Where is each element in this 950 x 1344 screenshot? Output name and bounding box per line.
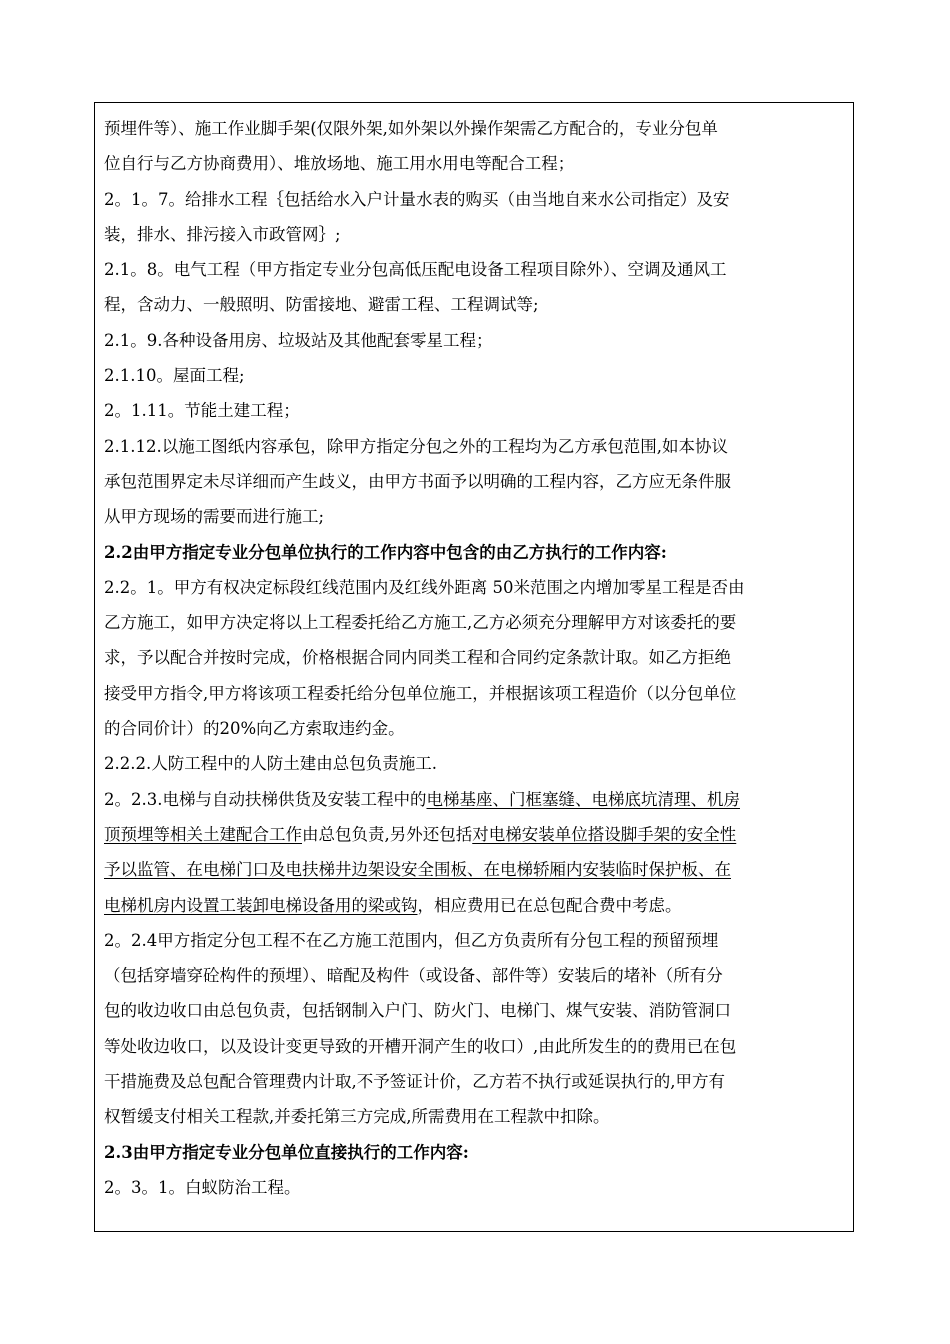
text-line xyxy=(104,358,848,393)
text-run: 承包范围界定未尽详细而产生歧义，由甲方书面予以明确的工程内容，乙方应无条件服 xyxy=(104,471,731,491)
text-run: 包的收边收口由总包负责，包括钢制入户门、防火门、电梯门、煤气安装、消防管洞口 xyxy=(104,1001,731,1021)
text-run: 2.2.2.人防工程中的人防土建由总包负责施工. xyxy=(104,754,437,774)
text-run: 2.1。8。电气工程（甲方指定专业分包高低压配电设备工程项目除外）、空调及通风工 xyxy=(104,260,727,280)
text-line xyxy=(104,182,848,217)
text-line xyxy=(104,393,848,428)
text-run: 2。2.4甲方指定分包工程不在乙方施工范围内，但乙方负责所有分包工程的预留预埋 xyxy=(104,930,719,950)
text-line xyxy=(104,570,848,605)
text-line xyxy=(104,217,848,252)
text-run: 程，含动力、一般照明、防雷接地、避雷工程、工程调试等; xyxy=(104,295,539,315)
text-line xyxy=(104,888,848,923)
text-run: 装，排水、排污接入市政管网｝; xyxy=(104,224,341,244)
text-run: 2。2.3.电梯与自动扶梯供货及安装工程中的 xyxy=(104,789,427,809)
text-run: 2.1.10。屋面工程; xyxy=(104,366,245,386)
section-heading-2-2 xyxy=(104,535,848,570)
underlined-text-run: 电梯机房内设置工装卸电梯设备用的梁或钩 xyxy=(104,895,418,915)
text-line xyxy=(104,1064,848,1099)
text-run: 2.2。1。甲方有权决定标段红线范围内及红线外距离 50米范围之内增加零星工程是否由 xyxy=(104,577,745,597)
text-run: 2.3由甲方指定专业分包单位直接执行的工作内容: xyxy=(104,1142,469,1162)
text-run: 2.1。9.各种设备用房、垃圾站及其他配套零星工程； xyxy=(104,330,493,350)
text-run: 权暂缓支付相关工程款,并委托第三方完成,所需费用在工程款中扣除。 xyxy=(104,1107,610,1127)
text-line xyxy=(104,111,848,146)
text-line xyxy=(104,640,848,675)
text-line xyxy=(104,852,848,887)
text-run: 接受甲方指令,甲方将该项工程委托给分包单位施工，并根据该项工程造价（以分包单位 xyxy=(104,683,737,703)
text-line xyxy=(104,464,848,499)
text-run: 求，予以配合并按时完成，价格根据合同内同类工程和合同约定条款计取。如乙方拒绝 xyxy=(104,648,731,668)
document-body xyxy=(104,111,848,1205)
text-run: 由总包负责,另外还包括 xyxy=(302,824,473,844)
underlined-text-run: 电梯基座、门框塞缝、电梯底坑清理、机房 xyxy=(426,789,740,809)
text-line xyxy=(104,429,848,464)
section-heading-2-3 xyxy=(104,1135,848,1170)
text-run: 2。1。7。给排水工程｛包括给水入户计量水表的购买（由当地自来水公司指定）及安 xyxy=(104,189,730,209)
text-line xyxy=(104,923,848,958)
text-run: 的合同价计）的20%向乙方索取违约金。 xyxy=(104,719,405,739)
text-run: 2.2由甲方指定专业分包单位执行的工作内容中包含的由乙方执行的工作内容: xyxy=(104,542,667,562)
text-run: 乙方施工，如甲方决定将以上工程委托给乙方施工,乙方必须充分理解甲方对该委托的要 xyxy=(104,613,737,633)
text-line xyxy=(104,252,848,287)
text-line xyxy=(104,1099,848,1134)
text-line xyxy=(104,782,848,817)
text-run: 2。1.11。节能土建工程； xyxy=(104,401,300,421)
underlined-text-run: 对电梯安装单位搭设脚手架的安全性 xyxy=(472,824,737,844)
text-run: ，相应费用已在总包配合费中考虑。 xyxy=(417,895,682,915)
text-run: 位自行与乙方协商费用）、堆放场地、施工用水用电等配合工程； xyxy=(104,154,575,174)
text-run: 从甲方现场的需要而进行施工; xyxy=(104,507,325,527)
underlined-text-run: 予以监管、在电梯门口及电扶梯井边架设安全围板、在电梯轿厢内安装临时保护板、在 xyxy=(104,860,731,880)
text-line xyxy=(104,1029,848,1064)
underlined-text-run: 顶预埋等相关土建配合工作 xyxy=(104,824,302,844)
text-line xyxy=(104,146,848,181)
text-line xyxy=(104,287,848,322)
text-line xyxy=(104,958,848,993)
text-line xyxy=(104,1170,848,1205)
text-line xyxy=(104,993,848,1028)
text-run: 预埋件等）、施工作业脚手架(仅限外架,如外架以外操作架需乙方配合的，专业分包单 xyxy=(104,119,718,138)
text-line xyxy=(104,711,848,746)
text-line xyxy=(104,323,848,358)
text-line xyxy=(104,746,848,781)
text-run: 2。3。1。白蚁防治工程。 xyxy=(104,1177,301,1197)
text-run: （包括穿墙穿砼构件的预埋）、暗配及构件（或设备、部件等）安装后的堵补（所有分 xyxy=(104,966,723,986)
text-line xyxy=(104,676,848,711)
text-line xyxy=(104,605,848,640)
text-run: 2.1.12.以施工图纸内容承包，除甲方指定分包之外的工程均为乙方承包范围,如本协议 xyxy=(104,436,728,456)
text-line xyxy=(104,499,848,534)
text-line xyxy=(104,817,848,852)
text-run: 等处收边收口，以及设计变更导致的开槽开洞产生的收口）,由此所发生的的费用已在包 xyxy=(104,1036,737,1056)
text-run: 干措施费及总包配合管理费内计取,不予签证计价，乙方若不执行或延误执行的,甲方有 xyxy=(104,1072,725,1092)
